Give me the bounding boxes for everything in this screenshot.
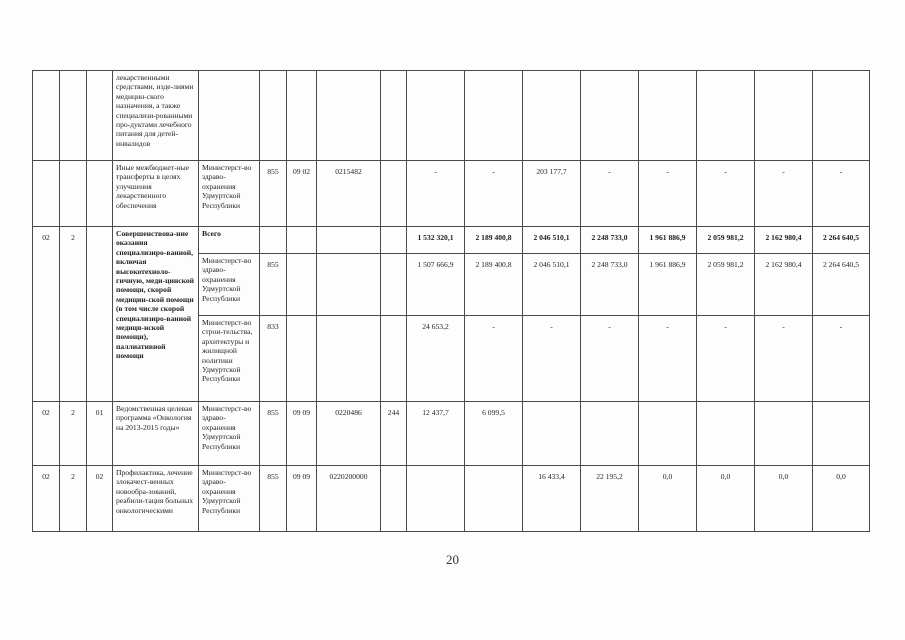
cell-org: Министерст-во строи-тельства, архитектуры и жилищной политики Удмуртской Республики <box>199 316 260 402</box>
cell-v5: 1 961 886,9 <box>639 227 697 254</box>
cell-org: Министерст-во здраво-охранения Удмуртской Республики <box>199 402 260 466</box>
cell-v2: 6 099,5 <box>465 402 523 466</box>
cell-name: Иные межбюджет-ные трансферты в целях улучшения лекарственного обеспечения <box>113 161 199 227</box>
cell-code-1: 02 <box>33 402 60 466</box>
cell-v4: 2 248 733,0 <box>581 227 639 254</box>
cell-code-2: 2 <box>60 466 87 532</box>
cell-ved: 855 <box>260 161 287 227</box>
cell-v3: 203 177,7 <box>523 161 581 227</box>
cell-vr <box>381 254 407 316</box>
cell-name: Ведомственная целевая программа «Онкология на 2013-2015 годы» <box>113 402 199 466</box>
cell-v7 <box>755 71 813 161</box>
cell-ved: 855 <box>260 254 287 316</box>
cell-v4: 2 248 733,0 <box>581 254 639 316</box>
cell-vr <box>381 466 407 532</box>
cell-vr <box>381 316 407 402</box>
cell-cs <box>317 316 381 402</box>
cell-org: Министерст-во здраво-охранения Удмуртской Республики <box>199 254 260 316</box>
cell-cs: 0220200000 <box>317 466 381 532</box>
cell-v7 <box>755 402 813 466</box>
cell-v1 <box>407 466 465 532</box>
cell-rz <box>287 254 317 316</box>
cell-v2: - <box>465 161 523 227</box>
cell-v6: 2 059 981,2 <box>697 254 755 316</box>
cell-v7: - <box>755 161 813 227</box>
cell-code-2: 2 <box>60 227 87 402</box>
cell-v7: 2 162 980,4 <box>755 227 813 254</box>
cell-v1: 12 437,7 <box>407 402 465 466</box>
cell-cs <box>317 71 381 161</box>
cell-v6: 2 059 981,2 <box>697 227 755 254</box>
cell-cs: 0220486 <box>317 402 381 466</box>
table-row <box>33 161 870 227</box>
cell-v5: 0,0 <box>639 466 697 532</box>
cell-v5: - <box>639 161 697 227</box>
cell-v8: 2 264 640,5 <box>813 227 870 254</box>
cell-v6 <box>697 71 755 161</box>
cell-v6: 0,0 <box>697 466 755 532</box>
cell-v8: - <box>813 161 870 227</box>
cell-code-3: 01 <box>87 402 113 466</box>
cell-vr <box>381 71 407 161</box>
cell-code-3 <box>87 71 113 161</box>
cell-v2 <box>465 71 523 161</box>
cell-v5: - <box>639 316 697 402</box>
cell-rz <box>287 71 317 161</box>
cell-v3: 2 046 510,1 <box>523 254 581 316</box>
cell-v1: - <box>407 161 465 227</box>
cell-code-1 <box>33 161 60 227</box>
cell-v3: 2 046 510,1 <box>523 227 581 254</box>
cell-v6 <box>697 402 755 466</box>
table-row <box>33 466 870 532</box>
cell-v6: - <box>697 316 755 402</box>
cell-v5 <box>639 402 697 466</box>
cell-code-2: 2 <box>60 402 87 466</box>
cell-v6: - <box>697 161 755 227</box>
cell-v4: - <box>581 316 639 402</box>
cell-rz <box>287 227 317 254</box>
cell-v4: - <box>581 161 639 227</box>
cell-v3 <box>523 71 581 161</box>
table-row <box>33 402 870 466</box>
cell-cs <box>317 254 381 316</box>
budget-table <box>32 70 870 532</box>
cell-code-2 <box>60 161 87 227</box>
cell-vr <box>381 227 407 254</box>
cell-v7: - <box>755 316 813 402</box>
cell-v4 <box>581 402 639 466</box>
table-row <box>33 227 870 254</box>
cell-v8 <box>813 71 870 161</box>
cell-ved <box>260 71 287 161</box>
cell-rz: 09 02 <box>287 161 317 227</box>
cell-org-total: Всего <box>199 227 260 254</box>
cell-v8 <box>813 402 870 466</box>
cell-cs: 0215482 <box>317 161 381 227</box>
cell-ved: 855 <box>260 402 287 466</box>
cell-ved: 855 <box>260 466 287 532</box>
cell-code-3 <box>87 161 113 227</box>
cell-v7: 0,0 <box>755 466 813 532</box>
cell-name: Совершенствова-ние оказания специализиро-ванной, включая высокотехноло-гичную, меди-цинской помощи, скорой медицин-ской помощи (в том числе скорой специализиро-ванной медици-нской помощи), паллиативной помощи <box>113 227 199 402</box>
cell-rz: 09 09 <box>287 466 317 532</box>
cell-code-3 <box>87 227 113 402</box>
cell-v1: 24 653,2 <box>407 316 465 402</box>
cell-ved <box>260 227 287 254</box>
cell-v1: 1 532 320,1 <box>407 227 465 254</box>
cell-org: Министерст-во здраво-охранения Удмуртской Республики <box>199 161 260 227</box>
cell-v3: - <box>523 316 581 402</box>
cell-vr <box>381 161 407 227</box>
cell-vr: 244 <box>381 402 407 466</box>
cell-v8: 0,0 <box>813 466 870 532</box>
cell-cs <box>317 227 381 254</box>
cell-v2 <box>465 466 523 532</box>
cell-v4: 22 195,2 <box>581 466 639 532</box>
cell-code-1 <box>33 71 60 161</box>
cell-org <box>199 71 260 161</box>
cell-v1 <box>407 71 465 161</box>
cell-v2: 2 189 400,8 <box>465 227 523 254</box>
cell-v2: 2 189 400,8 <box>465 254 523 316</box>
cell-v5 <box>639 71 697 161</box>
cell-org: Министерст-во здраво-охранения Удмуртской Республики <box>199 466 260 532</box>
cell-v8: - <box>813 316 870 402</box>
cell-code-1: 02 <box>33 227 60 402</box>
cell-v8: 2 264 640,5 <box>813 254 870 316</box>
page-number: 20 <box>446 552 459 567</box>
cell-name: лекарственными средствами, изде-лиями медицин-ского назначения, а также специализи-рованными про-дуктами лечебного питания для детей-инвалидов <box>113 71 199 161</box>
cell-rz: 09 09 <box>287 402 317 466</box>
cell-v5: 1 961 886,9 <box>639 254 697 316</box>
cell-v3 <box>523 402 581 466</box>
cell-v3: 16 433,4 <box>523 466 581 532</box>
cell-rz <box>287 316 317 402</box>
cell-code-1: 02 <box>33 466 60 532</box>
cell-v2: - <box>465 316 523 402</box>
cell-code-2 <box>60 71 87 161</box>
cell-v1: 1 507 666,9 <box>407 254 465 316</box>
cell-code-3: 02 <box>87 466 113 532</box>
table-row <box>33 71 870 161</box>
cell-v7: 2 162 980,4 <box>755 254 813 316</box>
cell-v4 <box>581 71 639 161</box>
cell-name: Профилактика, лечение злокачест-венных новообра-зований, реабили-тация больных онкологическими <box>113 466 199 532</box>
cell-ved: 833 <box>260 316 287 402</box>
